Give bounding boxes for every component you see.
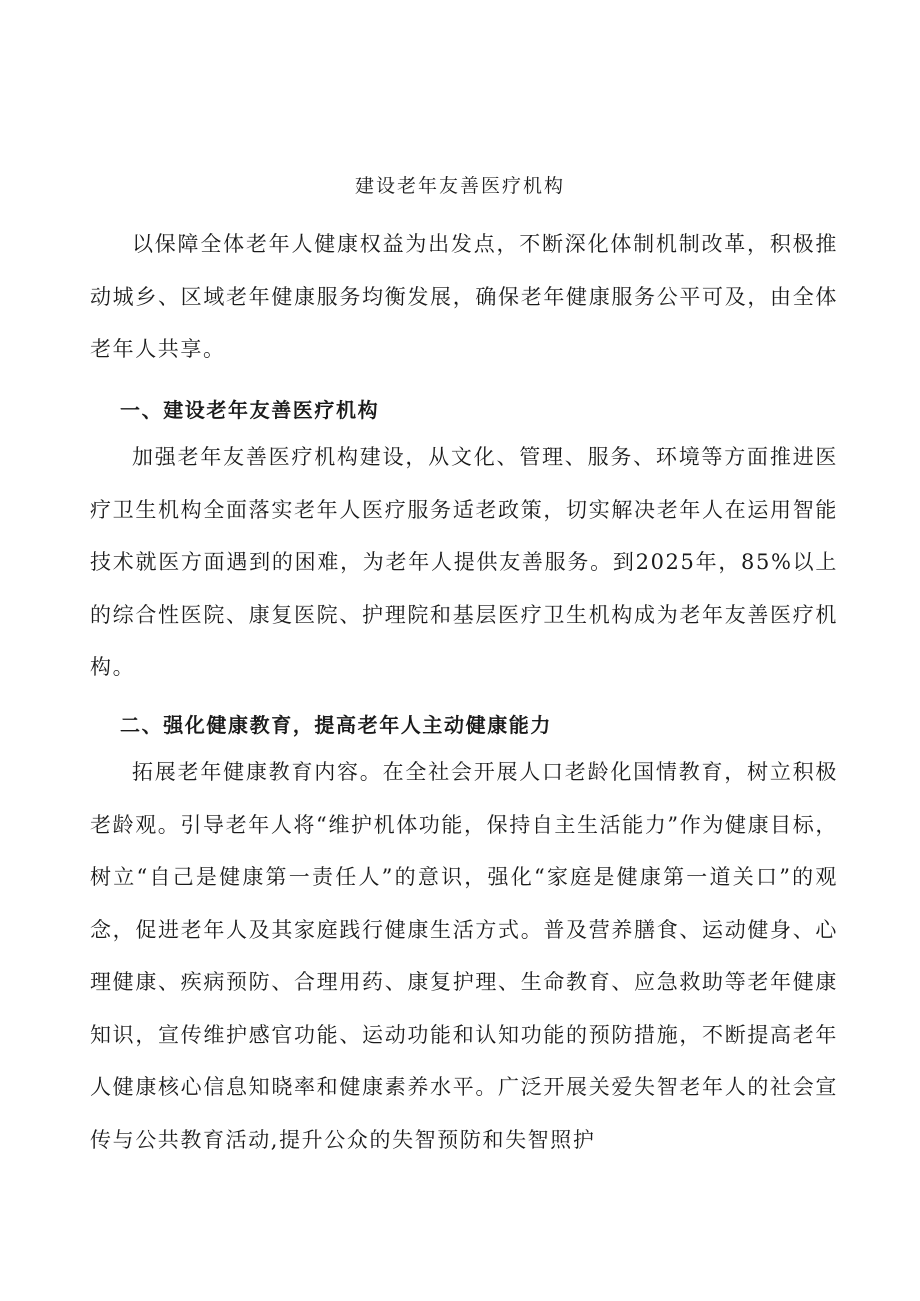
section-heading-2: 二、强化健康教育，提高老年人主动健康能力 [120, 713, 552, 737]
section-body-1: 加强老年友善医疗机构建设，从文化、管理、服务、环境等方面推进医疗卫生机构全面落实老年人医疗服务适老政策，切实解决老年人在运用智能技术就医方面遇到的困难，为老年人提供友善服务。到2025年，85%以上的综合性医院、康复医院、护理院和基层医疗卫生机构成为老年友善医疗机构。 [90, 445, 838, 679]
intro-paragraph: 以保障全体老年人健康权益为出发点，不断深化体制机制改革，积极推动城乡、区域老年健康服务均衡发展，确保老年健康服务公平可及，由全体老年人共享。 [90, 232, 838, 361]
section-body-2: 拓展老年健康教育内容。在全社会开展人口老龄化国情教育，树立积极老龄观。引导老年人将“维护机体功能，保持自主生活能力”作为健康目标，树立“自己是健康第一责任人”的意识，强化“家庭是健康第一道关口”的观念，促进老年人及其家庭践行健康生活方式。普及营养膳食、运动健身、心理健康、疾病预防、合理用药、康复护理、生命教育、应急救助等老年健康知识，宣传维护感官功能、运动功能和认知功能的预防措施，不断提高老年人健康核心信息知晓率和健康素养水平。广泛开展关爱失智老年人的社会宣传与公共教育活动,提升公众的失智预防和失智照护 [90, 760, 838, 1152]
document-title: 建设老年友善医疗机构 [354, 175, 565, 197]
section-heading-1: 一、建设老年友善医疗机构 [120, 398, 380, 422]
